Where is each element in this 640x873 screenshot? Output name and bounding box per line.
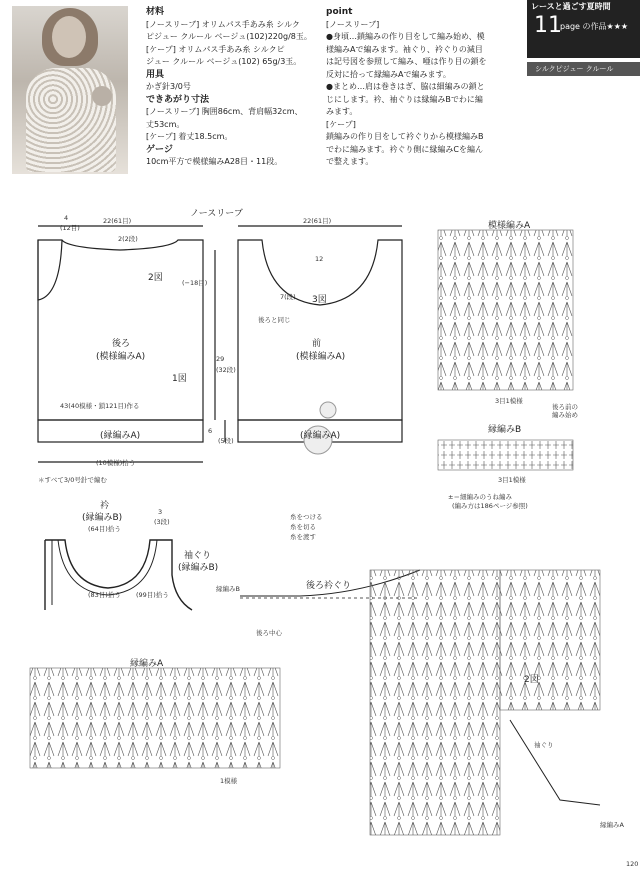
- star-icon: ★★★: [606, 22, 629, 31]
- motif-A-title: 模様編みA: [488, 221, 531, 231]
- point-line: 様編みAで編みます。袖ぐり、衿ぐりの減目: [326, 44, 483, 54]
- back-neck-chart: 後ろ衿ぐり: [306, 581, 352, 591]
- back-label: 後ろ: [112, 339, 131, 349]
- motif-A-start: 後ろ前の: [552, 403, 578, 411]
- materials-line: [ケープ] オリムパス手あみ糸 シルクピ: [146, 44, 285, 54]
- materials-heading: 材料: [146, 7, 165, 17]
- dec-18: (−18目): [182, 279, 208, 287]
- fig2-chart: 2図: [524, 675, 539, 685]
- size-heading: できあがり寸法: [146, 94, 210, 105]
- front-outline: [238, 240, 402, 420]
- width-top-right: 22(61目): [303, 217, 332, 225]
- gauge-text: 10cm平方で模様編みA28目・11段。: [146, 157, 283, 166]
- all-needle-note: ＊すべて3/0号針で編む: [38, 476, 107, 484]
- shoulder-stitches: (12目): [60, 224, 80, 232]
- point-line: で整えます。: [326, 157, 374, 166]
- edge-B-note1: ±＝細編みのうね編み: [448, 493, 512, 501]
- edge-B-repeat: 3目1模様: [498, 476, 526, 484]
- point-line: ●まとめ…肩は巻きはぎ、脇は細編みの鎖と: [326, 82, 485, 91]
- border-height: 6: [208, 427, 213, 435]
- tools-heading: 用具: [146, 69, 165, 80]
- fig1-label: 1図: [172, 374, 187, 384]
- edge-B-title: 縁編みB: [488, 425, 522, 435]
- cast-on-note: 43(40模様・鎖121目)作る: [60, 402, 140, 410]
- length-29: 29: [216, 355, 225, 363]
- front-label: 前: [312, 339, 322, 349]
- fig3-label: 3図: [312, 295, 327, 305]
- sleeveless-title: ノースリーブ: [190, 209, 243, 219]
- legend-carry: 糸を渡す: [290, 533, 316, 541]
- point-line: は記号図を参照して編み、唖は作り目の鎖を: [326, 57, 487, 66]
- neck-pickup2: (83目)拾う: [88, 591, 121, 599]
- back-armhole-left: [38, 240, 62, 300]
- border-back: (縁編みA): [100, 431, 141, 441]
- edge-A-title: 縁編みA: [130, 659, 164, 669]
- border-front: (縁編みA): [300, 431, 341, 441]
- point-line: でわに編みます。衿ぐり側に縁編みCを編ん: [326, 144, 483, 154]
- edge-B-label: 縁編みB: [216, 585, 240, 593]
- shoulder-width: 4: [64, 214, 69, 222]
- neck-3: 3: [158, 508, 163, 516]
- point-line: じにします。衿、袖ぐりは縁編みBでわに編: [326, 94, 483, 104]
- border-rows: (5段): [218, 437, 234, 445]
- front-neck-7: 7(段): [280, 293, 296, 301]
- subtitle: シルクピジュー クルール: [527, 62, 640, 76]
- back-pattern: (模様編みA): [96, 352, 146, 362]
- materials-line: ピジュー クルール ベージュ(102)220g/8玉。: [146, 32, 312, 41]
- armhole-title: 袖ぐり: [184, 551, 212, 561]
- edge-B-note2: (編み方は186ページ参照): [452, 502, 528, 510]
- neck-title: 衿: [100, 501, 110, 511]
- motif-A-start2: 編み始め: [552, 411, 578, 419]
- neck-pattern: (縁編みB): [82, 513, 123, 523]
- back-outline: [38, 240, 203, 420]
- legend-cut: 糸を切る: [290, 523, 316, 531]
- armhole-pickup: (99目)拾う: [136, 591, 169, 599]
- point-heading: point: [326, 7, 353, 17]
- gauge-heading: ゲージ: [146, 144, 173, 155]
- page-number: 11: [534, 13, 562, 38]
- point-line: [ケープ]: [326, 119, 356, 129]
- series-title: レースと過ごす夏時間: [531, 2, 611, 11]
- tools-text: かぎ針3/0号: [146, 82, 191, 91]
- edge-A-label: 縁編みA: [600, 821, 624, 829]
- fig2-label: 2図: [148, 273, 163, 283]
- legend-attach: 糸をつける: [290, 513, 323, 521]
- size-line: [ケープ] 着丈18.5cm。: [146, 132, 233, 141]
- point-line: ●身頃…鎖編みの作り目をして編み始め、模: [326, 32, 485, 41]
- point-line: 反対に拾って縁編みAで編みます。: [326, 69, 451, 79]
- hem-pickup: (10模様)拾う: [96, 459, 136, 467]
- point-line: [ノースリーブ]: [326, 19, 380, 29]
- size-line: [ノースリーブ] 胸囲86cm、背肩幅32cm、: [146, 107, 303, 116]
- point-line: みます。: [326, 107, 358, 116]
- motif-A-repeat: 3目1模様: [495, 397, 523, 405]
- front-neck-12: 12: [315, 255, 324, 263]
- materials-line: [ノースリーブ] オリムパス手あみ糸 シルク: [146, 19, 300, 29]
- armhole-chart: 袖ぐり: [534, 741, 554, 749]
- neck-pickup: (64目)拾う: [88, 525, 121, 533]
- neck-piece: [45, 540, 192, 610]
- width-top-left: 22(61目): [103, 217, 132, 225]
- page-num: 120: [626, 860, 639, 868]
- page-label: page の作品★★★: [560, 22, 629, 31]
- edge-A-repeat: 1模様: [220, 777, 238, 785]
- back-neck-rows: 2(2段): [118, 235, 138, 243]
- back-center: 後ろ中心: [256, 629, 282, 637]
- side-seam-note: 後ろと同じ: [258, 316, 291, 324]
- materials-line: ジュー クルール ベージュ(102) 65g/3玉。: [146, 57, 302, 66]
- front-pattern: (模様編みA): [296, 352, 346, 362]
- rows-32: (32段): [216, 366, 236, 374]
- size-line: 丈53cm。: [146, 119, 185, 129]
- neck-3-rows: (3段): [154, 518, 170, 526]
- armhole-pattern: (縁編みB): [178, 563, 219, 573]
- point-line: 鎖編みの作り目をして衿ぐりから模様編みB: [326, 132, 484, 141]
